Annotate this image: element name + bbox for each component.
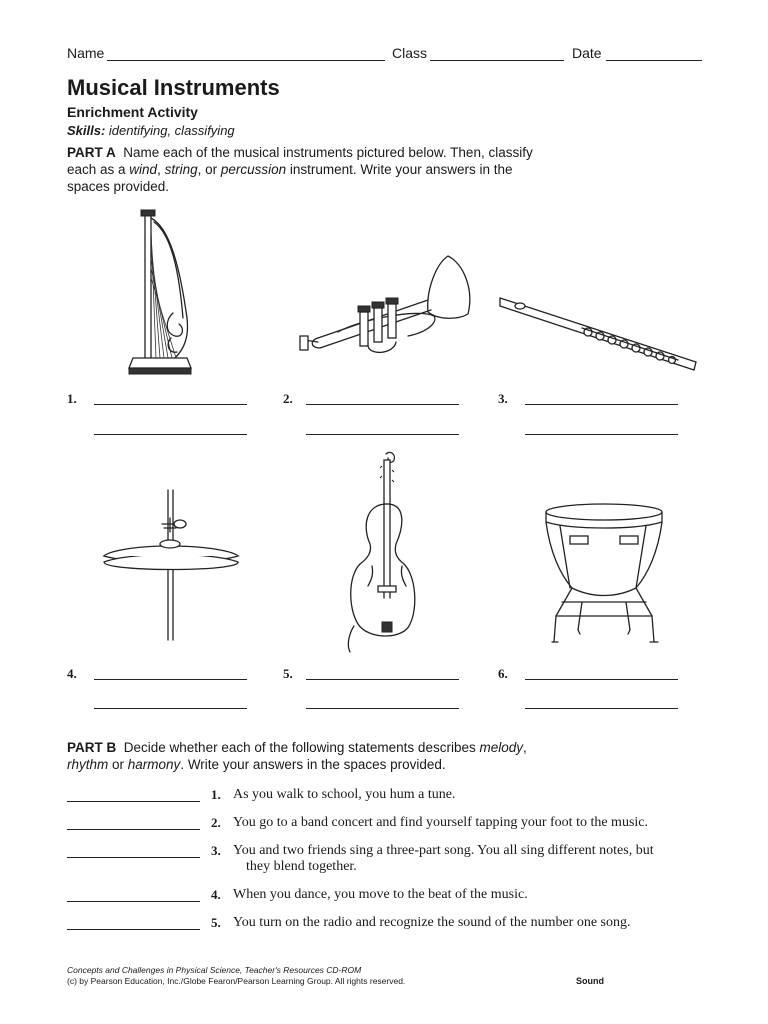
footer-credits xyxy=(67,965,405,987)
part-a-sep-2: , or xyxy=(197,162,221,177)
answer-6-class[interactable] xyxy=(525,708,678,709)
answer-1-class[interactable] xyxy=(94,434,247,435)
em-melody: melody xyxy=(479,740,523,755)
answer-b-3[interactable] xyxy=(67,857,200,858)
statement-1: As you walk to school, you hum a tune. xyxy=(233,787,456,802)
part-b-label: PART B xyxy=(67,740,117,755)
cymbals-icon xyxy=(100,488,245,648)
part-a-text-3: spaces provided. xyxy=(67,179,170,194)
class-field[interactable] xyxy=(430,60,564,61)
skills-text: identifying, classifying xyxy=(108,123,235,138)
statement-number-3: 3. xyxy=(211,843,221,858)
statement-2: You go to a band concert and find yourself tapping your foot to the music. xyxy=(233,815,649,830)
part-b-text-2a: or xyxy=(108,757,128,772)
statement-number-5: 5. xyxy=(211,915,221,930)
answer-b-1[interactable] xyxy=(67,801,200,802)
item-number-5: 5. xyxy=(283,666,293,681)
name-label: Name xyxy=(67,45,105,61)
date-field[interactable] xyxy=(606,60,702,61)
em-harmony: harmony xyxy=(127,757,181,772)
answer-b-5[interactable] xyxy=(67,929,200,930)
skills-line xyxy=(67,123,235,138)
page-title: Musical Instruments xyxy=(67,75,280,100)
em-wind: wind xyxy=(129,162,158,177)
em-percussion: percussion xyxy=(220,162,287,177)
item-number-1: 1. xyxy=(67,391,77,406)
answer-6-name[interactable] xyxy=(525,679,678,680)
footer-line-2: (c) by Pearson Education, Inc./Globe Fearon/Pearson Learning Group. All rights reserved. xyxy=(67,976,406,986)
part-a-instructions xyxy=(67,144,567,195)
em-string: string xyxy=(164,162,198,177)
footer-line-1: Concepts and Challenges in Physical Science, Teacher's Resources CD-ROM xyxy=(67,965,362,975)
answer-3-class[interactable] xyxy=(525,434,678,435)
answer-2-class[interactable] xyxy=(306,434,459,435)
skills-label: Skills: xyxy=(67,123,106,138)
item-number-2: 2. xyxy=(283,391,293,406)
em-rhythm: rhythm xyxy=(67,757,109,772)
item-number-6: 6. xyxy=(498,666,508,681)
statement-number-1: 1. xyxy=(211,787,221,802)
trumpet-icon xyxy=(298,250,478,362)
flute-icon xyxy=(496,292,706,376)
part-a-text-2b: instrument. Write your answers in the xyxy=(286,162,513,177)
answer-5-class[interactable] xyxy=(306,708,459,709)
part-b-instructions xyxy=(67,739,587,773)
statement-3: You and two friends sing a three-part song. You all sing different notes, but xyxy=(233,843,654,858)
part-a-text-1: Name each of the musical instruments pictured below. Then, classify xyxy=(123,145,533,160)
part-a-sep-1: , xyxy=(157,162,165,177)
violin-icon xyxy=(346,448,416,656)
subtitle: Enrichment Activity xyxy=(67,104,198,120)
statement-4: When you dance, you move to the beat of the music. xyxy=(233,887,528,902)
part-a-label: PART A xyxy=(67,145,116,160)
name-field[interactable] xyxy=(107,60,385,61)
item-number-4: 4. xyxy=(67,666,77,681)
statement-5: You turn on the radio and recognize the sound of the number one song. xyxy=(233,915,631,930)
answer-4-class[interactable] xyxy=(94,708,247,709)
answer-2-name[interactable] xyxy=(306,404,459,405)
statement-3-cont: they blend together. xyxy=(246,859,357,874)
answer-b-2[interactable] xyxy=(67,829,200,830)
part-b-text-1b: , xyxy=(523,740,527,755)
answer-4-name[interactable] xyxy=(94,679,247,680)
drum-icon xyxy=(542,502,667,652)
part-b-text-1: Decide whether each of the following statements describes xyxy=(123,740,480,755)
date-label: Date xyxy=(572,45,602,61)
answer-3-name[interactable] xyxy=(525,404,678,405)
part-a-text-2a: each as a xyxy=(67,162,130,177)
statement-number-4: 4. xyxy=(211,887,221,902)
class-label: Class xyxy=(392,45,428,61)
statement-number-2: 2. xyxy=(211,815,221,830)
part-b-text-2b: . Write your answers in the spaces provided. xyxy=(180,757,446,772)
answer-b-4[interactable] xyxy=(67,901,200,902)
footer-section: Sound xyxy=(576,976,604,986)
answer-1-name[interactable] xyxy=(94,404,247,405)
answer-5-name[interactable] xyxy=(306,679,459,680)
item-number-3: 3. xyxy=(498,391,508,406)
harp-icon xyxy=(125,208,195,378)
